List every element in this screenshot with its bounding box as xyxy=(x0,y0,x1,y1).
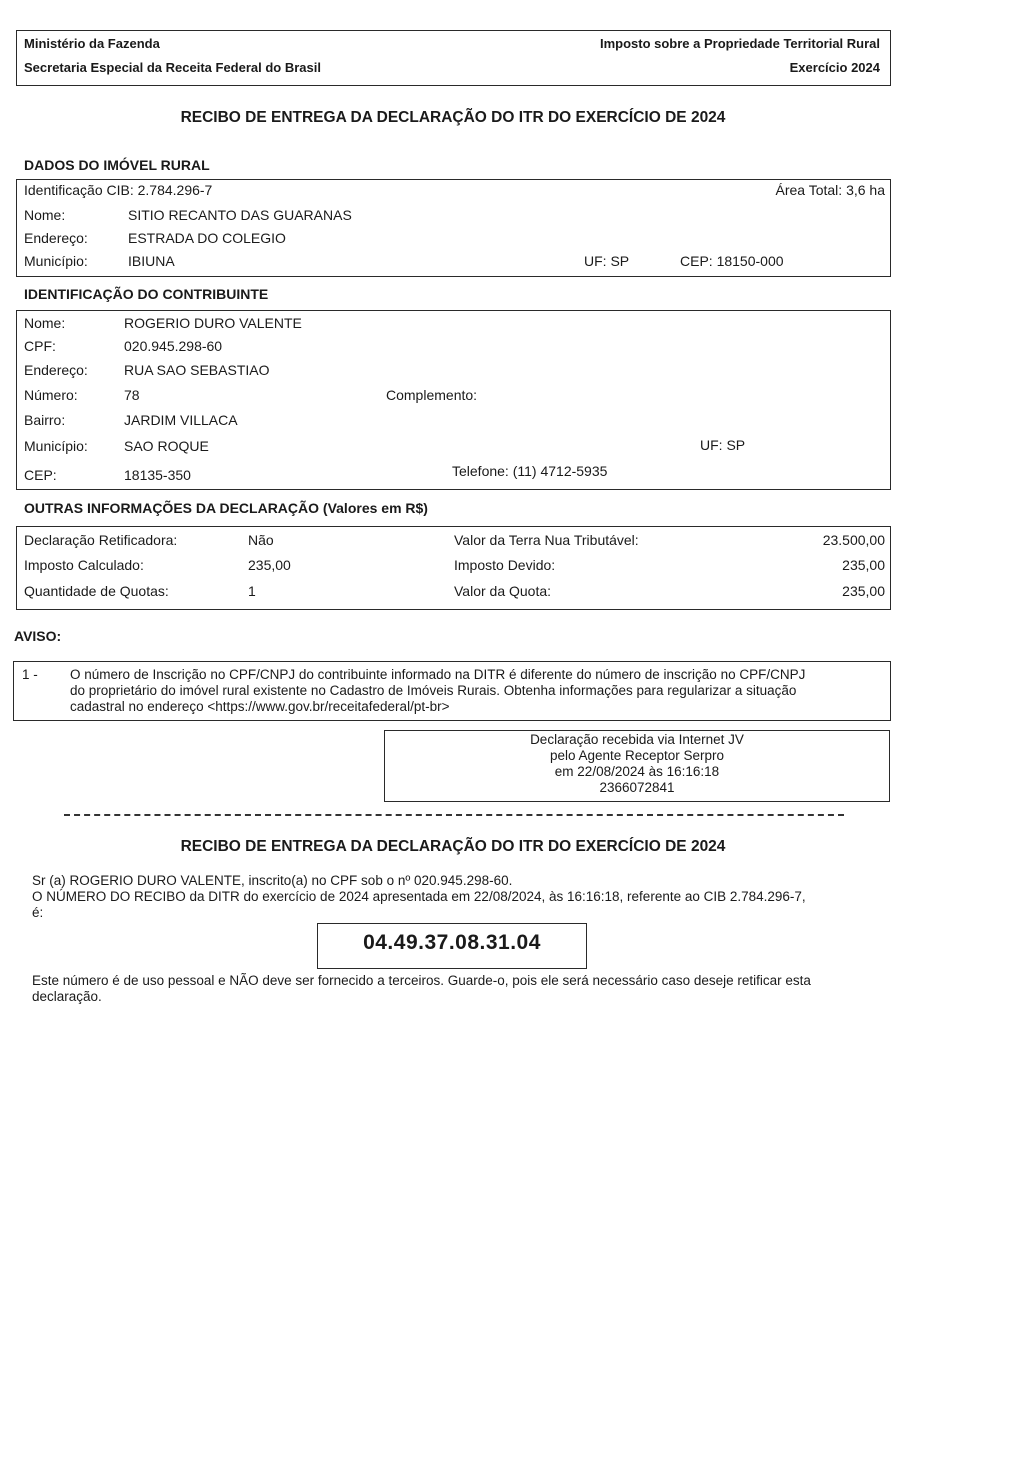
taxpayer-cpf: 020.945.298-60 xyxy=(124,338,223,354)
reception-line-4: 2366072841 xyxy=(599,780,675,795)
taxpayer-cep-label: CEP: xyxy=(24,467,57,483)
taxpayer-district-label: Bairro: xyxy=(24,412,66,428)
property-name-label: Nome: xyxy=(24,207,66,223)
property-area-total: Área Total: 3,6 ha xyxy=(775,182,885,198)
taxpayer-city: SAO ROQUE xyxy=(124,438,209,454)
taxpayer-section-title: IDENTIFICAÇÃO DO CONTRIBUINTE xyxy=(24,286,269,302)
quotas-value: 1 xyxy=(248,583,256,599)
reception-line-1: Declaração recebida via Internet JV xyxy=(530,732,744,747)
taxpayer-cpf-label: CPF: xyxy=(24,338,56,354)
quota-value: 235,00 xyxy=(842,583,885,599)
property-uf: UF: SP xyxy=(584,253,630,269)
taxpayer-name: ROGERIO DURO VALENTE xyxy=(124,315,302,331)
land-value-label: Valor da Terra Nua Tributável: xyxy=(454,532,639,548)
taxpayer-name-label: Nome: xyxy=(24,315,66,331)
property-address-label: Endereço: xyxy=(24,230,88,246)
stub-footer-1: Este número é de uso pessoal e NÃO deve ser fornecido a terceiros. Guarde-o, pois ele será necessário caso deseje retificar esta xyxy=(32,973,811,988)
taxpayer-number: 78 xyxy=(124,387,140,403)
ministry-name: Ministério da Fazenda xyxy=(24,36,160,51)
quota-value-label: Valor da Quota: xyxy=(454,583,552,599)
stub-line-2: O NÚMERO DO RECIBO da DITR do exercício de 2024 apresentada em 22/08/2024, às 16:16:18, referente ao CIB 2.784.296-7, xyxy=(32,889,806,904)
taxpayer-address: RUA SAO SEBASTIAO xyxy=(124,362,270,378)
taxpayer-number-label: Número: xyxy=(24,387,78,403)
notice-line-1: O número de Inscrição no CPF/CNPJ do contribuinte informado na DITR é diferente do número de inscrição no CPF/CNPJ xyxy=(70,667,806,682)
taxpayer-uf: UF: SP xyxy=(700,437,746,453)
property-cep: CEP: 18150-000 xyxy=(680,253,784,269)
cut-line xyxy=(64,814,844,816)
reception-line-3: em 22/08/2024 às 16:16:18 xyxy=(554,764,720,779)
taxpayer-complement-label: Complemento: xyxy=(386,387,478,403)
quotas-label: Quantidade de Quotas: xyxy=(24,583,169,599)
notice-line-2: do proprietário do imóvel rural existente no Cadastro de Imóveis Rurais. Obtenha informações para regularizar a situação xyxy=(70,683,797,698)
exercise-year: Exercício 2024 xyxy=(789,60,880,75)
taxpayer-address-label: Endereço: xyxy=(24,362,88,378)
reception-line-2: pelo Agente Receptor Serpro xyxy=(549,748,725,763)
tax-name: Imposto sobre a Propriedade Territorial Rural xyxy=(599,36,880,51)
stub-title: RECIBO DE ENTREGA DA DECLARAÇÃO DO ITR DO EXERCÍCIO DE 2024 xyxy=(180,838,726,855)
land-value: 23.500,00 xyxy=(822,532,885,548)
stub-footer-2: declaração. xyxy=(32,989,102,1004)
calc-tax-value: 235,00 xyxy=(248,557,291,573)
notice-item-number: 1 - xyxy=(22,667,38,682)
stub-line-3: é: xyxy=(32,905,44,920)
property-section-title: DADOS DO IMÓVEL RURAL xyxy=(24,157,210,173)
due-tax-label: Imposto Devido: xyxy=(454,557,556,573)
property-address: ESTRADA DO COLEGIO xyxy=(128,230,286,246)
taxpayer-phone: Telefone: (11) 4712-5935 xyxy=(452,463,608,479)
property-name: SITIO RECANTO DAS GUARANAS xyxy=(128,207,352,223)
rectifying-label: Declaração Retificadora: xyxy=(24,532,178,548)
due-tax-value: 235,00 xyxy=(842,557,885,573)
secretariat-name: Secretaria Especial da Receita Federal do Brasil xyxy=(24,60,321,75)
property-cib: Identificação CIB: 2.784.296-7 xyxy=(24,182,213,198)
calc-tax-label: Imposto Calculado: xyxy=(24,557,144,573)
rectifying-value: Não xyxy=(248,532,274,548)
notice-line-3: cadastral no endereço <https://www.gov.br/receitafederal/pt-br> xyxy=(70,699,450,714)
receipt-number: 04.49.37.08.31.04 xyxy=(363,931,541,954)
taxpayer-district: JARDIM VILLACA xyxy=(124,412,238,428)
taxpayer-city-label: Município: xyxy=(24,438,88,454)
receipt-title: RECIBO DE ENTREGA DA DECLARAÇÃO DO ITR DO EXERCÍCIO DE 2024 xyxy=(180,109,726,126)
taxpayer-cep: 18135-350 xyxy=(124,467,191,483)
property-city: IBIUNA xyxy=(128,253,175,269)
property-city-label: Município: xyxy=(24,253,88,269)
stub-line-1: Sr (a) ROGERIO DURO VALENTE, inscrito(a) no CPF sob o nº 020.945.298-60. xyxy=(32,873,513,888)
notice-title: AVISO: xyxy=(14,628,62,644)
other-info-section-title: OUTRAS INFORMAÇÕES DA DECLARAÇÃO (Valores em R$) xyxy=(24,500,428,516)
